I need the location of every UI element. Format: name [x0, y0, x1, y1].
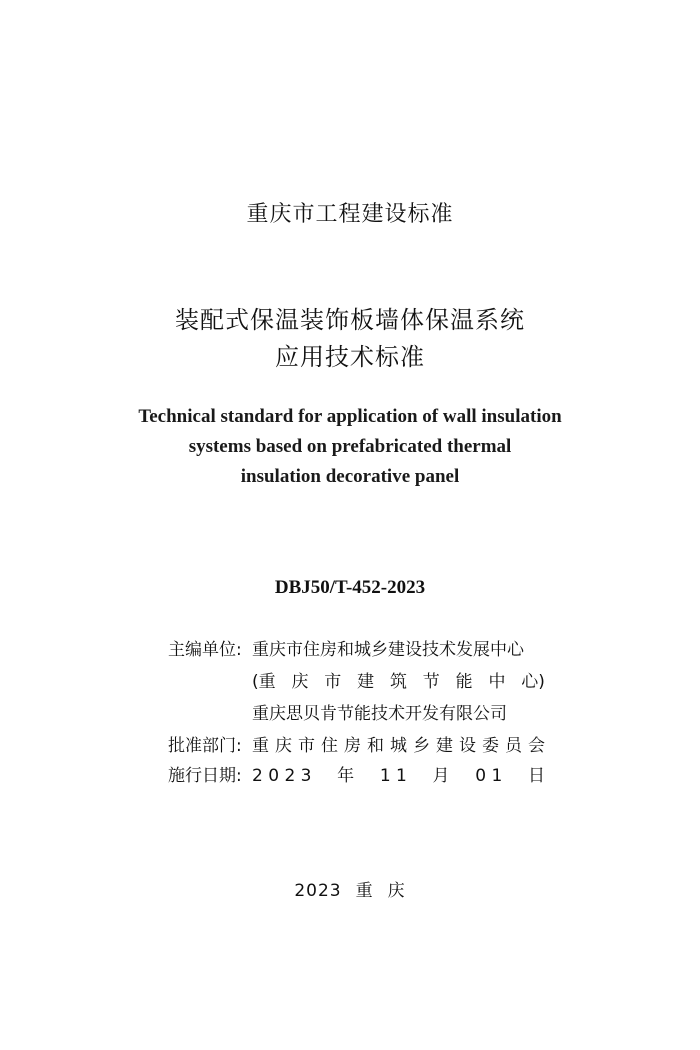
editor-label: 主编单位:: [168, 640, 242, 660]
approver-char: 和: [367, 736, 384, 756]
editor-org-3: 重庆思贝肯节能技术开发有限公司: [252, 704, 507, 724]
approver-org: [252, 735, 545, 757]
approver-char: 员: [505, 736, 522, 756]
approver-label: 批准部门:: [168, 736, 242, 756]
approver-char: 住: [321, 736, 338, 756]
publication-footer: [0, 876, 700, 901]
date-year: 2 0 2 3: [252, 766, 312, 786]
editor-org-2-char: 心): [521, 672, 545, 692]
editor-org-2-char: 中: [488, 672, 506, 692]
approver-char: 委: [482, 736, 499, 756]
date-day-unit: 日: [527, 766, 545, 786]
editor-org-1: 重庆市住房和城乡建设技术发展中心: [252, 640, 524, 660]
chinese-title-line-2: 应用技术标准: [275, 343, 425, 371]
approver-char: 会: [528, 736, 545, 756]
editor-org-2-char: (重: [252, 672, 276, 692]
effective-date: [252, 765, 545, 787]
editor-org-2: [252, 671, 545, 693]
chinese-title-line-1: 装配式保温装饰板墙体保温系统: [175, 306, 525, 334]
english-title-line-3: insulation decorative panel: [240, 466, 460, 487]
date-day: 0 1: [475, 766, 503, 786]
editor-org-2-char: 筑: [389, 672, 407, 692]
date-month: 1 1: [379, 766, 407, 786]
effective-date-label: 施行日期:: [168, 766, 242, 786]
approver-char: 重: [252, 736, 269, 756]
approver-char: 乡: [413, 736, 430, 756]
chinese-title: [0, 302, 700, 376]
date-year-unit: 年: [337, 766, 355, 786]
approver-char: 建: [436, 736, 453, 756]
approver-char: 庆: [275, 736, 292, 756]
standard-code: DBJ50/T-452-2023: [274, 577, 426, 598]
publication-city-2: 庆: [387, 881, 406, 901]
editor-org-2-char: 能: [455, 672, 473, 692]
editor-org-2-char: 市: [324, 672, 342, 692]
date-month-unit: 月: [432, 766, 450, 786]
editor-org-2-char: 建: [357, 672, 375, 692]
english-title: [0, 402, 700, 492]
english-title-line-1: Technical standard for application of wall insulation: [138, 406, 562, 427]
english-title-line-2: systems based on prefabricated thermal: [188, 436, 512, 457]
approver-char: 设: [459, 736, 476, 756]
editor-org-2-char: 节: [422, 672, 440, 692]
editor-org-2-char: 庆: [291, 672, 309, 692]
approver-char: 城: [390, 736, 407, 756]
approver-char: 房: [344, 736, 361, 756]
series-title: 重庆市工程建设标准: [246, 202, 454, 227]
approver-char: 市: [298, 736, 315, 756]
publication-year: 2023: [294, 881, 342, 901]
publication-city-1: 重: [355, 881, 374, 901]
